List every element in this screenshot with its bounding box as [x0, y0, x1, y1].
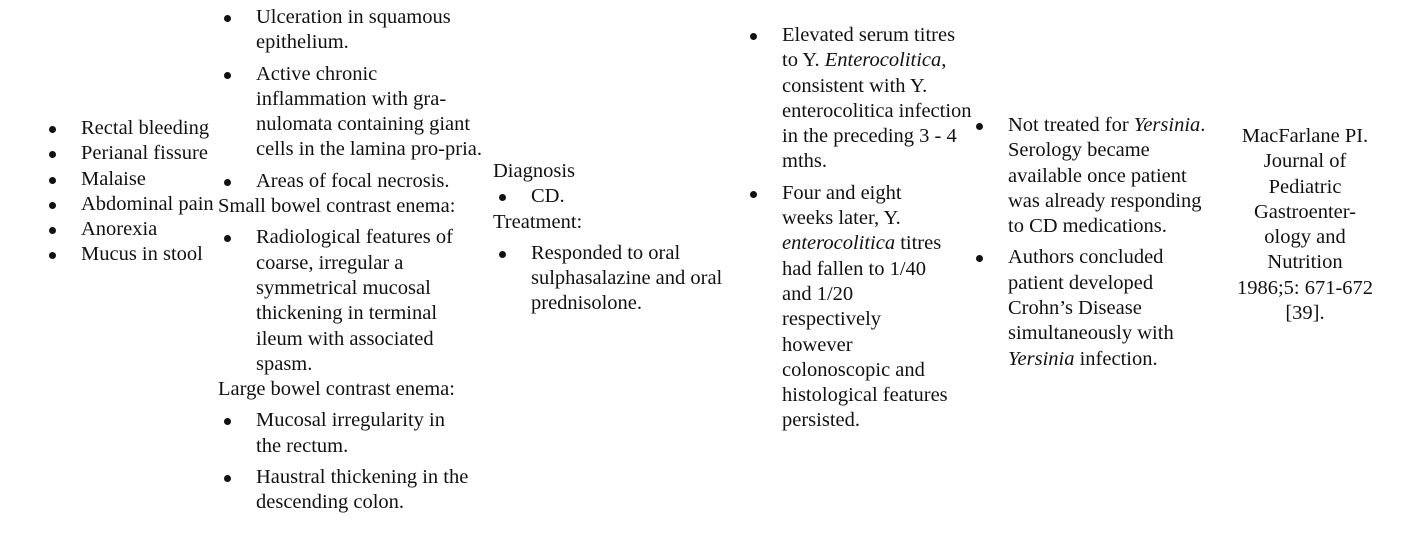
list-item [493, 241, 743, 317]
diagnosis-text: CD. [531, 185, 565, 208]
comment-text: . Serology became available once patient was already responding to CD medications. [1008, 114, 1206, 238]
large-bowel-heading: Large bowel contrast enema: [218, 378, 455, 401]
treatment-text: Responded to oral sulphasalazine and oral prednisolone. [531, 241, 723, 315]
comment-text: infection. [1079, 347, 1158, 370]
list-item [744, 181, 950, 434]
serology-text: , consistent with Y. enterocolitica infection in the preceding 3 - 4 mths. [782, 49, 972, 173]
organism-name: enterocolitica [782, 232, 896, 255]
small-bowel-heading: Small bowel contrast enema: [218, 195, 456, 218]
serology-column [744, 23, 974, 440]
organism-name: Yersinia [1008, 347, 1075, 370]
list-item [43, 192, 221, 217]
symptom-text: Perianal fissure [81, 142, 208, 165]
list-item [218, 225, 478, 377]
comment-text: Not treated for [1008, 114, 1129, 136]
list-item [970, 245, 1184, 371]
organism-name: Yersinia [1133, 114, 1201, 136]
finding-text: Mucosal irregularity in the rectum. [256, 409, 446, 457]
list-item [493, 184, 743, 209]
list-item [43, 116, 221, 141]
list-item [218, 408, 471, 459]
findings-column [218, 5, 490, 522]
serology-text: Four and eight weeks later, Y. [782, 181, 902, 230]
symptoms-column [43, 116, 221, 268]
list-item [43, 217, 221, 242]
treatment-heading: Treatment: [493, 210, 583, 233]
list-item [43, 242, 221, 267]
finding-text: Haustral thickening in the descending colon. [256, 466, 469, 514]
list-item [744, 23, 974, 175]
serology-text: Elevated serum titres to Y. [782, 24, 956, 72]
organism-name: Enterocolitica [824, 49, 942, 72]
finding-text: Active chronic inflammation with gra-nulomata containing giant cells in the lamina pro-pria. [256, 62, 482, 161]
finding-text: Areas of focal necrosis. [256, 169, 450, 192]
reference-text: MacFarlane PI. Journal of Pediatric Gastroenter-ology and Nutrition 1986;5: 671-672 [39]. [1236, 125, 1374, 325]
symptom-text: Rectal bleeding [81, 117, 210, 139]
comment-text: Authors concluded patient developed Crohn’s Disease simultaneously with [1008, 246, 1174, 345]
symptom-text: Malaise [81, 167, 146, 190]
list-item [970, 113, 1222, 239]
symptom-text: Mucus in stool [81, 243, 203, 266]
comments-column [970, 113, 1222, 378]
reference-column [1235, 124, 1375, 326]
list-item [218, 5, 481, 56]
list-item [218, 169, 490, 194]
diagnosis-heading: Diagnosis [493, 160, 575, 182]
finding-text: Ulceration in squamous epithelium. [256, 6, 451, 54]
serology-text: titres had fallen to 1/40 and 1/20 respectively however colonoscopic and histological features persisted. [782, 232, 948, 432]
symptom-text: Anorexia [81, 218, 158, 241]
list-item [43, 167, 221, 192]
diagnosis-column [493, 159, 743, 323]
finding-text: Radiological features of coarse, irregular a symmetrical mucosal thickening in terminal ileum with associated spasm. [256, 226, 453, 375]
list-item [43, 141, 221, 166]
symptom-text: Abdominal pain [81, 192, 214, 215]
list-item [218, 465, 471, 516]
list-item [218, 62, 490, 163]
